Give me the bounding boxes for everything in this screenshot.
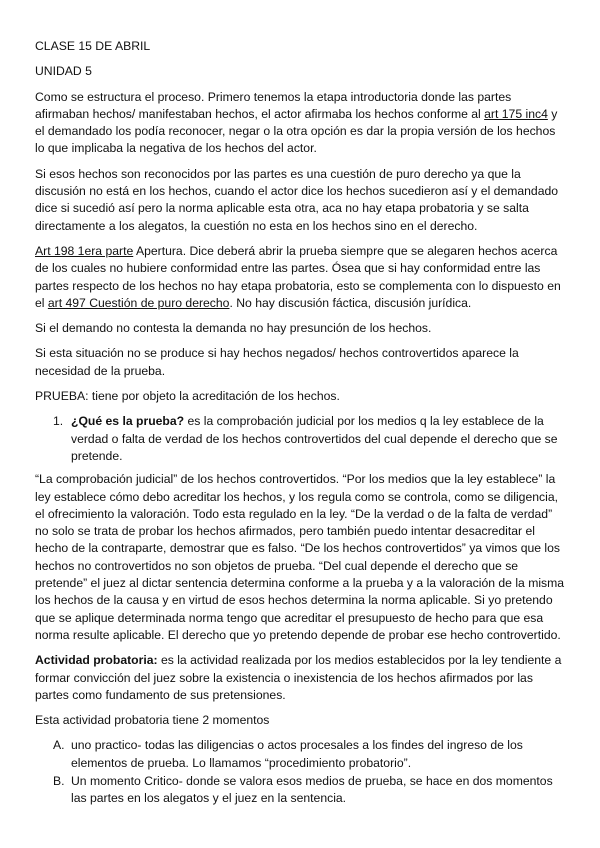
- paragraph-no-answer: Si el demando no contesta la demanda no hay presunción de los hechos.: [35, 321, 432, 336]
- lettered-list: [35, 737, 565, 807]
- paragraph-need-proof: Si esta situación no se produce si hay hechos negados/ hechos controvertidos aparece la necesidad de la prueba.: [35, 346, 519, 378]
- list-marker: B.: [53, 773, 65, 788]
- list-item-text: Un momento Critico- donde se valora esos medios de prueba, se hace en dos momentos las partes en los alegatos y el juez en la sentencia.: [71, 773, 553, 806]
- term-bold: Actividad probatoria:: [35, 653, 158, 668]
- paragraph-text: Apertura. Dice deberá abrir la prueba siempre que se alegaren hechos acerca de los cuales no hubiere conformidad entre las partes. Ósea que si hay conformidad entre las partes respecto de los hechos no hay etapa probatoria, esto se complementa con lo dispuesto en el: [35, 243, 561, 310]
- numbered-list: [35, 413, 565, 465]
- paragraph-explanation: “La comprobación judicial” de los hechos controvertidos. “Por los medios que la ley establece” la ley establece cómo debo acreditar los hechos, y los regula como se controla, como se diligencia, el ofrecimiento la valoración. Todo esta regulado en la ley. “De la verdad o de la falta de verdad” no solo se trata de probar los hechos afirmados, pero también puedo intentar desacreditar el hecho de la contraparte, demostrar que es falso. “De los hechos controvertidos” ya vimos que los hechos no controvertidos no son objetos de prueba. “Del cual depende el derecho que se pretende” el juez al dictar sentencia determina conforme a la prueba y a la valoración de la misma los hechos de la causa y en virtud de esos hechos determina la norma aplicable. Si yo pretendo que se aplique determinada norma tengo que acreditar el presupuesto de hecho para que esa norma resulte aplicable. El derecho que yo pretendo depende de probar ese hecho controvertido.: [35, 472, 565, 642]
- list-marker: 1.: [53, 414, 64, 429]
- unit-heading: UNIDAD 5: [35, 64, 92, 79]
- article-reference-198: Art 198 1era parte: [35, 243, 134, 258]
- paragraph-text: es la actividad realizada por los medios establecidos por la ley tendiente a formar convicción del juez sobre la existencia o inexistencia de los hechos afirmados por las partes como fundamento de sus pretensiones.: [35, 653, 562, 702]
- paragraph-two-moments: Esta actividad probatoria tiene 2 momentos: [35, 713, 270, 728]
- paragraph-text: . No hay discusión fáctica, discusión jurídica.: [229, 295, 472, 310]
- list-item: [35, 413, 565, 465]
- class-date-heading: CLASE 15 DE ABRIL: [35, 39, 151, 53]
- article-reference-175: art 175 inc4: [484, 106, 548, 121]
- article-reference-497: art 497 Cuestión de puro derecho: [47, 295, 230, 310]
- list-marker: A.: [53, 738, 65, 753]
- list-item: [35, 773, 565, 808]
- list-item-term: ¿Qué es la prueba?: [71, 414, 185, 429]
- paragraph-text: Como se estructura el proceso. Primero tenemos la etapa introductoria donde las partes afirmaban hechos/ manifestaban hechos, el actor afirmaba los hechos conforme al: [35, 89, 512, 121]
- paragraph-process-structure: [35, 89, 565, 158]
- paragraph-probatory-activity: [35, 652, 565, 704]
- list-item: [35, 737, 565, 772]
- paragraph-pure-law: Si esos hechos son reconocidos por las partes es una cuestión de puro derecho ya que la discusión no está en los hechos, cuando el actor dice los hechos sucedieron así y el demandado dice si sucedió así pero la norma aplicable esta otra, aca no hay etapa probatoria y se salta directamente a los alegatos, la cuestión no esta en los hechos sino en el derecho.: [35, 166, 559, 233]
- document-page: [35, 38, 565, 814]
- paragraph-text: y el demandado los podía reconocer, negar o la otra opción es dar la propia versión de los hechos lo que implicaba la negativa de los hechos del actor.: [35, 106, 558, 156]
- list-item-text: es la comprobación judicial por los medios q la ley establece de la verdad o falta de verdad de los hechos controvertidos del cual depende el derecho que se pretende.: [71, 414, 558, 463]
- paragraph-proof-object: PRUEBA: tiene por objeto la acreditación de los hechos.: [35, 389, 340, 404]
- paragraph-art-198: [35, 243, 565, 312]
- list-item-text: uno practico- todas las diligencias o actos procesales a los findes del ingreso de los elementos de prueba. Lo llamamos “procedimiento probatorio”.: [71, 738, 523, 770]
